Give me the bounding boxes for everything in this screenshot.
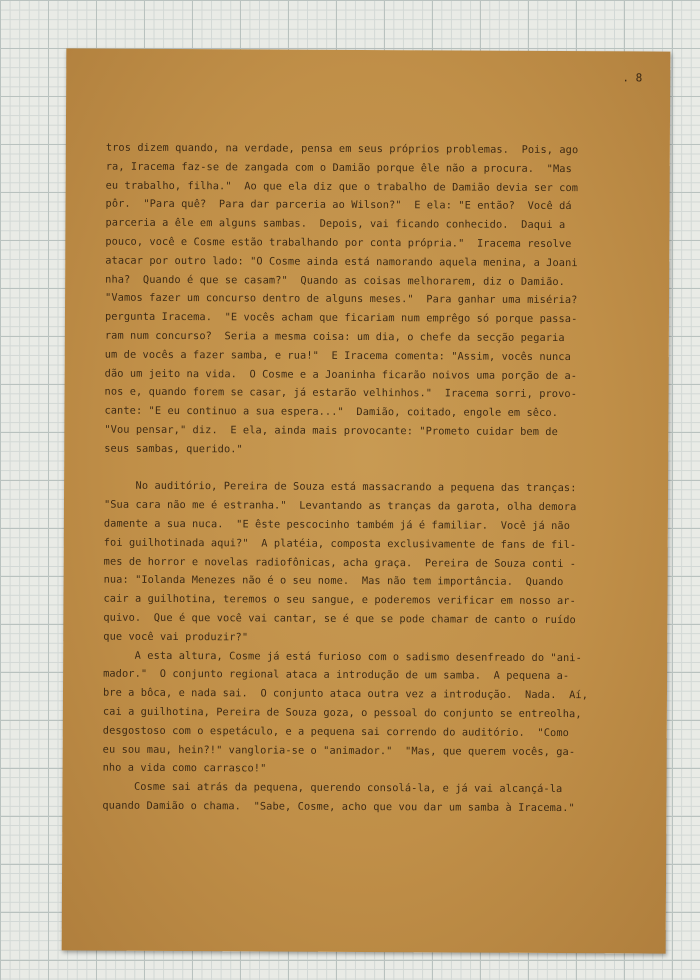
text-line: "Vamos fazer um concurso dentro de alguns meses." Para ganhar uma miséria? xyxy=(105,292,578,307)
text-line: "Vou pensar," diz. E ela, ainda mais provocante: "Prometo cuidar bem de xyxy=(104,423,558,438)
text-line: foi guilhotinada aqui?" A platéia, composta exclusivamente de fans de fil- xyxy=(103,536,577,551)
text-line: pergunta Iracema. "E vocês acham que ficariam num emprêgo só porque passa- xyxy=(104,310,578,326)
text-line: cair a guilhotina, teremos o seu sangue, e poderemos verificar em nosso ar- xyxy=(103,592,576,608)
text-line: A esta altura, Cosme já está furioso com o sadismo desenfreado do "ani- xyxy=(103,649,582,664)
text-line: ra, Iracema faz-se de zangada com o Damião porque êle não a procura. "Mas xyxy=(105,160,572,175)
text-line: quando Damião o chama. "Sabe, Cosme, acho que vou dar um samba à Iracema." xyxy=(102,799,575,814)
text-line: nha? Quando é que se casam?" Quando as coisas melhorarem, diz o Damião. xyxy=(105,273,566,288)
typewritten-page xyxy=(62,48,671,953)
text-line: pôr. "Para quê? Para dar parceria ao Wilson?" E ela: "E então? Você dá xyxy=(105,198,572,213)
text-line: eu trabalho, filha." Ao que ela diz que o trabalho de Damião devia ser com xyxy=(105,179,579,194)
text-line: pouco, você e Cosme estão trabalhando por conta própria." Iracema resolve xyxy=(105,235,572,251)
page-number: . 8 xyxy=(622,71,643,85)
text-line: desgostoso com o espetáculo, e a pequena sai correndo do auditório. "Como xyxy=(102,724,569,739)
text-line: um de vocês a fazer samba, e rua!" E Iracema comenta: "Assim, vocês nunca xyxy=(104,348,571,363)
text-line: eu sou mau, hein?!" vangloria-se o "animador." "Mas, que querem vocês, ga- xyxy=(102,743,576,758)
text-line: nua: "Iolanda Menezes não é o seu nome. Mas não tem importância. Quando xyxy=(103,573,564,589)
text-line: quivo. Que é que você vai cantar, se é que se pode chamar de canto o ruído xyxy=(103,611,576,627)
text-line: damente a sua nuca. "E êste pescocinho também já é familiar. Você já não xyxy=(103,517,571,533)
text-line: Cosme sai atrás da pequena, querendo consolá-la, e já vai alcançá-la xyxy=(102,780,563,796)
text-line: dão um jeito na vida. O Cosme e a Joaninha ficarão noivos uma porção de a- xyxy=(104,367,578,382)
text-line: atacar por outro lado: "O Cosme ainda está namorando aquela menina, a Joani xyxy=(105,254,578,269)
text-line: mador." O conjunto regional ataca a introdução de um samba. A pequena a- xyxy=(103,667,570,683)
typewritten-text xyxy=(102,139,640,818)
text-line: que você vai produzir?" xyxy=(103,630,249,644)
text-line: ram num concurso? Seria a mesma coisa: um dia, o chefe da secção pegaria xyxy=(104,329,565,345)
text-line: bre a bôca, e nada sai. O conjunto ataca outra vez a introdução. Nada. Aí, xyxy=(102,686,589,702)
text-line: nho a vida como carrasco!" xyxy=(102,761,267,775)
text-line: seus sambas, querido." xyxy=(104,442,243,456)
text-line: "Sua cara não me é estranha." Levantando as tranças da garota, olha demora xyxy=(103,498,577,514)
text-line: tros dizem quando, na verdade, pensa em seus próprios problemas. Pois, ago xyxy=(105,141,579,157)
text-line: parceria a êle em alguns sambas. Depois, vai ficando conhecido. Daqui a xyxy=(105,216,566,232)
text-line: No auditório, Pereira de Souza está massacrando a pequena das tranças: xyxy=(104,479,577,495)
text-line: cai a guilhotina, Pereira de Souza goza, o pessoal do conjunto se entreolha, xyxy=(102,705,582,721)
text-line: mes de horror e novelas radiofônicas, acha graça. Pereira de Souza conti - xyxy=(103,555,577,570)
text-line: nos e, quando forem se casar, já estarão velhinhos." Iracema sorri, provo- xyxy=(104,385,578,401)
text-line: cante: "E eu continuo a sua espera..." Damião, coitado, engole em sêco. xyxy=(104,404,559,420)
